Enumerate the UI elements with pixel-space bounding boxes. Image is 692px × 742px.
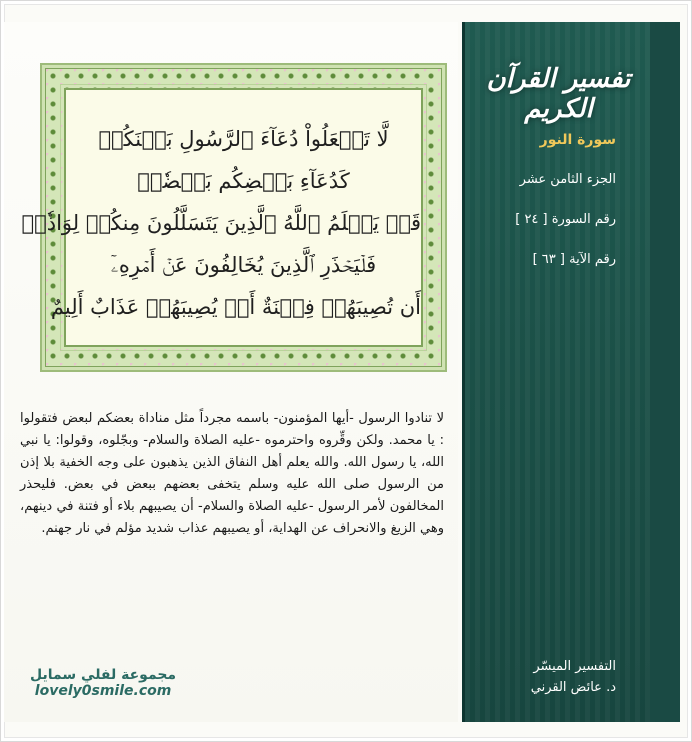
tafsir-text: لا تنادوا الرسول -أيها المؤمنون- باسمه مجرداً مثل مناداة بعضكم لبعض فتقولوا : يا محمد. ولكن وقِّروه واحترموه -عليه الصلاة والسلام- وبجّلوه، وقولوا: يا نبي الله، يا رسول الله. والله يعلم أهل النفاق الذين يذهبون على وجه الخفية بلا إذن من الرسول صلى الله عليه وسلم يتخفى بعضهم ببعض في بعض. فليحذر المخالفون لأمر الرسول -عليه الصلاة والسلام- أن يصيبهم بلاء أو فتنة في دينهم، وهي الزيغ والانحراف عن الهداية، أو يصيبهم عذاب شديد مؤلم في نار جهنم.	[20, 411, 444, 536]
book-title-logo: تفسير القرآن الكريم	[486, 64, 631, 124]
site-logo	[30, 667, 176, 699]
verse-line: لَّا تَجۡعَلُواْ دُعَآءَ ٱلرَّسُولِ بَيۡنَكُمۡ	[98, 127, 389, 151]
site-name-arabic: مجموعة لفلي سمايل	[30, 667, 177, 683]
side-panel	[462, 22, 653, 722]
verse-line: فَلۡيَحۡذَرِ ٱلَّذِينَ يُخَالِفُونَ عَنۡ أَمۡرِهِۦٓ	[110, 253, 377, 277]
ayah-number-label: رقم الآية [ ٦٣ ]	[532, 252, 616, 267]
side-stripe	[650, 22, 680, 722]
verse-line: كَدُعَآءِ بَعۡضِكُم بَعۡضٗاۚ	[137, 169, 350, 193]
verse-line: أَن تُصِيبَهُمۡ فِتۡنَةٌ أَوۡ يُصِيبَهُمۡ عَذَابٌ أَلِيمٌ	[50, 295, 421, 319]
author-name: د. عائض القرني	[530, 680, 616, 695]
juz-label: الجزء الثامن عشر	[519, 172, 616, 187]
tafsir-book-name: التفسير الميسّر	[533, 659, 616, 674]
surah-name: سورة النور	[539, 132, 616, 148]
site-name-latin: lovely0smile.com	[34, 683, 172, 699]
surah-number-label: رقم السورة [ ٢٤ ]	[515, 212, 616, 227]
verse-line: قَدۡ يَعۡلَمُ ٱللَّهُ ٱلَّذِينَ يَتَسَلَّلُونَ مِنكُمۡ لِوَاذٗاۚ	[21, 211, 421, 235]
verse-box	[21, 88, 423, 347]
verse-ornament-frame	[21, 63, 447, 372]
verse-text	[21, 118, 421, 328]
